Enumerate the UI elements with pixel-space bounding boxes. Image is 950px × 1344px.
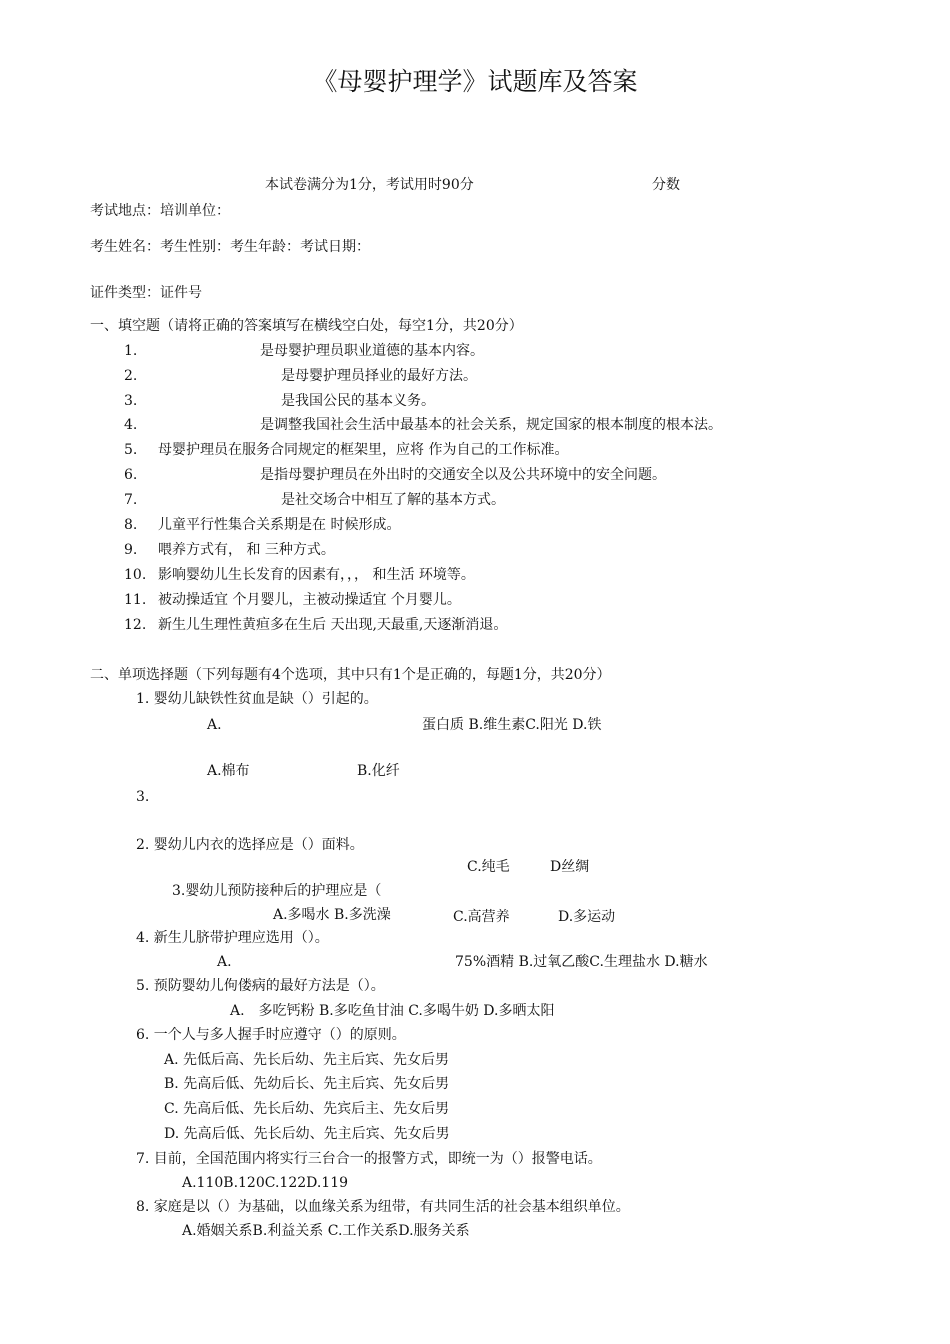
mc-line: B. 先高后低、先幼后长、先主后宾、先女后男 — [164, 1076, 450, 1092]
q10-number: 10. — [124, 567, 147, 583]
mc-line: 3. — [136, 789, 150, 805]
mc-line: 4. 新生儿脐带护理应选用（）。 — [136, 930, 329, 946]
mc-line: C.高营养 — [453, 909, 510, 925]
mc-line: C. 先高后低、先长后幼、先宾后主、先女后男 — [164, 1101, 450, 1117]
q2-number: 2. — [124, 368, 138, 384]
mc-line: B.化纤 — [357, 763, 400, 779]
q10-text: 影响婴幼儿生长发育的因素有，，， 和生活 环境等。 — [158, 567, 475, 583]
q2-text: 是母婴护理员择业的最好方法。 — [281, 368, 477, 384]
mc-line: A. 先低后高、先长后幼、先主后宾、先女后男 — [164, 1052, 450, 1068]
q5-text: 母婴护理员在服务合同规定的框架里，应将 作为自己的工作标准。 — [158, 442, 569, 458]
q8-text: 儿童平行性集合关系期是在 时候形成。 — [158, 517, 401, 533]
mc-line: A. — [217, 954, 232, 970]
q5-number: 5. — [124, 442, 138, 458]
q4-text: 是调整我国社会生活中最基本的社会关系，规定国家的根本制度的根本法。 — [260, 417, 722, 433]
document-title: 《母婴护理学》试题库及答案 — [312, 67, 638, 96]
q11-number: 11. — [124, 592, 147, 608]
q9-number: 9. — [124, 542, 138, 558]
section1-heading: 一、填空题（请将正确的答案填写在横线空白处，每空1分，共20分） — [90, 318, 523, 334]
mc-line: 7. 目前，全国范围内将实行三台合一的报警方式，即统一为（）报警电话。 — [136, 1151, 602, 1167]
q3-number: 3. — [124, 393, 138, 409]
mc-line: A.110B.120C.122D.119 — [182, 1175, 349, 1191]
mc-line: 6. 一个人与多人握手时应遵守（）的原则。 — [136, 1027, 406, 1043]
mc-line: 75%酒精 B.过氧乙酸C.生理盐水 D.糖水 — [455, 954, 708, 970]
mc-line: 8. 家庭是以（）为基础，以血缘关系为纽带，有共同生活的社会基本组织单位。 — [136, 1199, 630, 1215]
q3-text: 是我国公民的基本义务。 — [281, 393, 435, 409]
mc-line: A. — [207, 717, 222, 733]
q6-number: 6. — [124, 467, 138, 483]
section2-heading: 二、单项选择题（下列每题有4个选项，其中只有1个是正确的，每题1分，共20分） — [90, 667, 611, 683]
mc-line: 5. 预防婴幼儿佝偻病的最好方法是（）。 — [136, 978, 385, 994]
q9-text: 喂养方式有， 和 三种方式。 — [158, 542, 335, 558]
q7-text: 是社交场合中相互了解的基本方式。 — [281, 492, 505, 508]
mc-line: D丝绸 — [550, 859, 590, 875]
q1-number: 1. — [124, 343, 138, 359]
location-line: 考试地点：培训单位： — [90, 203, 230, 219]
id-line: 证件类型：证件号 — [90, 285, 202, 301]
q7-number: 7. — [124, 492, 138, 508]
mc-line: A.多喝水 B.多洗澡 — [273, 907, 391, 923]
q4-number: 4. — [124, 417, 138, 433]
q12-number: 12. — [124, 617, 147, 633]
mc-line: 2. 婴幼儿内衣的选择应是（）面料。 — [136, 837, 364, 853]
q1-text: 是母婴护理员职业道德的基本内容。 — [260, 343, 484, 359]
q12-text: 新生儿生理性黄疸多在生后 天出现,天最重,天逐渐消退。 — [158, 617, 508, 633]
mc-line: 蛋白质 B.维生素C.阳光 D.铁 — [422, 717, 602, 733]
exam-info: 本试卷满分为1分，考试用时90分 — [265, 177, 474, 193]
q8-number: 8. — [124, 517, 138, 533]
mc-line: 3.婴幼儿预防接种后的护理应是（ — [172, 883, 382, 899]
candidate-line: 考生姓名：考生性别：考生年龄：考试日期： — [90, 239, 370, 255]
q11-text: 被动操适宜 个月婴儿，主被动操适宜 个月婴儿。 — [158, 592, 461, 608]
q6-text: 是指母婴护理员在外出时的交通安全以及公共环境中的安全问题。 — [260, 467, 666, 483]
mc-line: 1. 婴幼儿缺铁性贫血是缺（）引起的。 — [136, 691, 378, 707]
mc-line: A. 多吃钙粉 B.多吃鱼甘油 C.多喝牛奶 D.多晒太阳 — [230, 1003, 555, 1019]
mc-line: A.婚姻关系B.利益关系 C.工作关系D.服务关系 — [182, 1223, 470, 1239]
mc-line: D.多运动 — [558, 909, 616, 925]
mc-line: D. 先高后低、先长后幼、先主后宾、先女后男 — [164, 1126, 450, 1142]
score-label: 分数 — [652, 177, 680, 193]
mc-line: A.棉布 — [207, 763, 250, 779]
mc-line: C.纯毛 — [467, 859, 510, 875]
